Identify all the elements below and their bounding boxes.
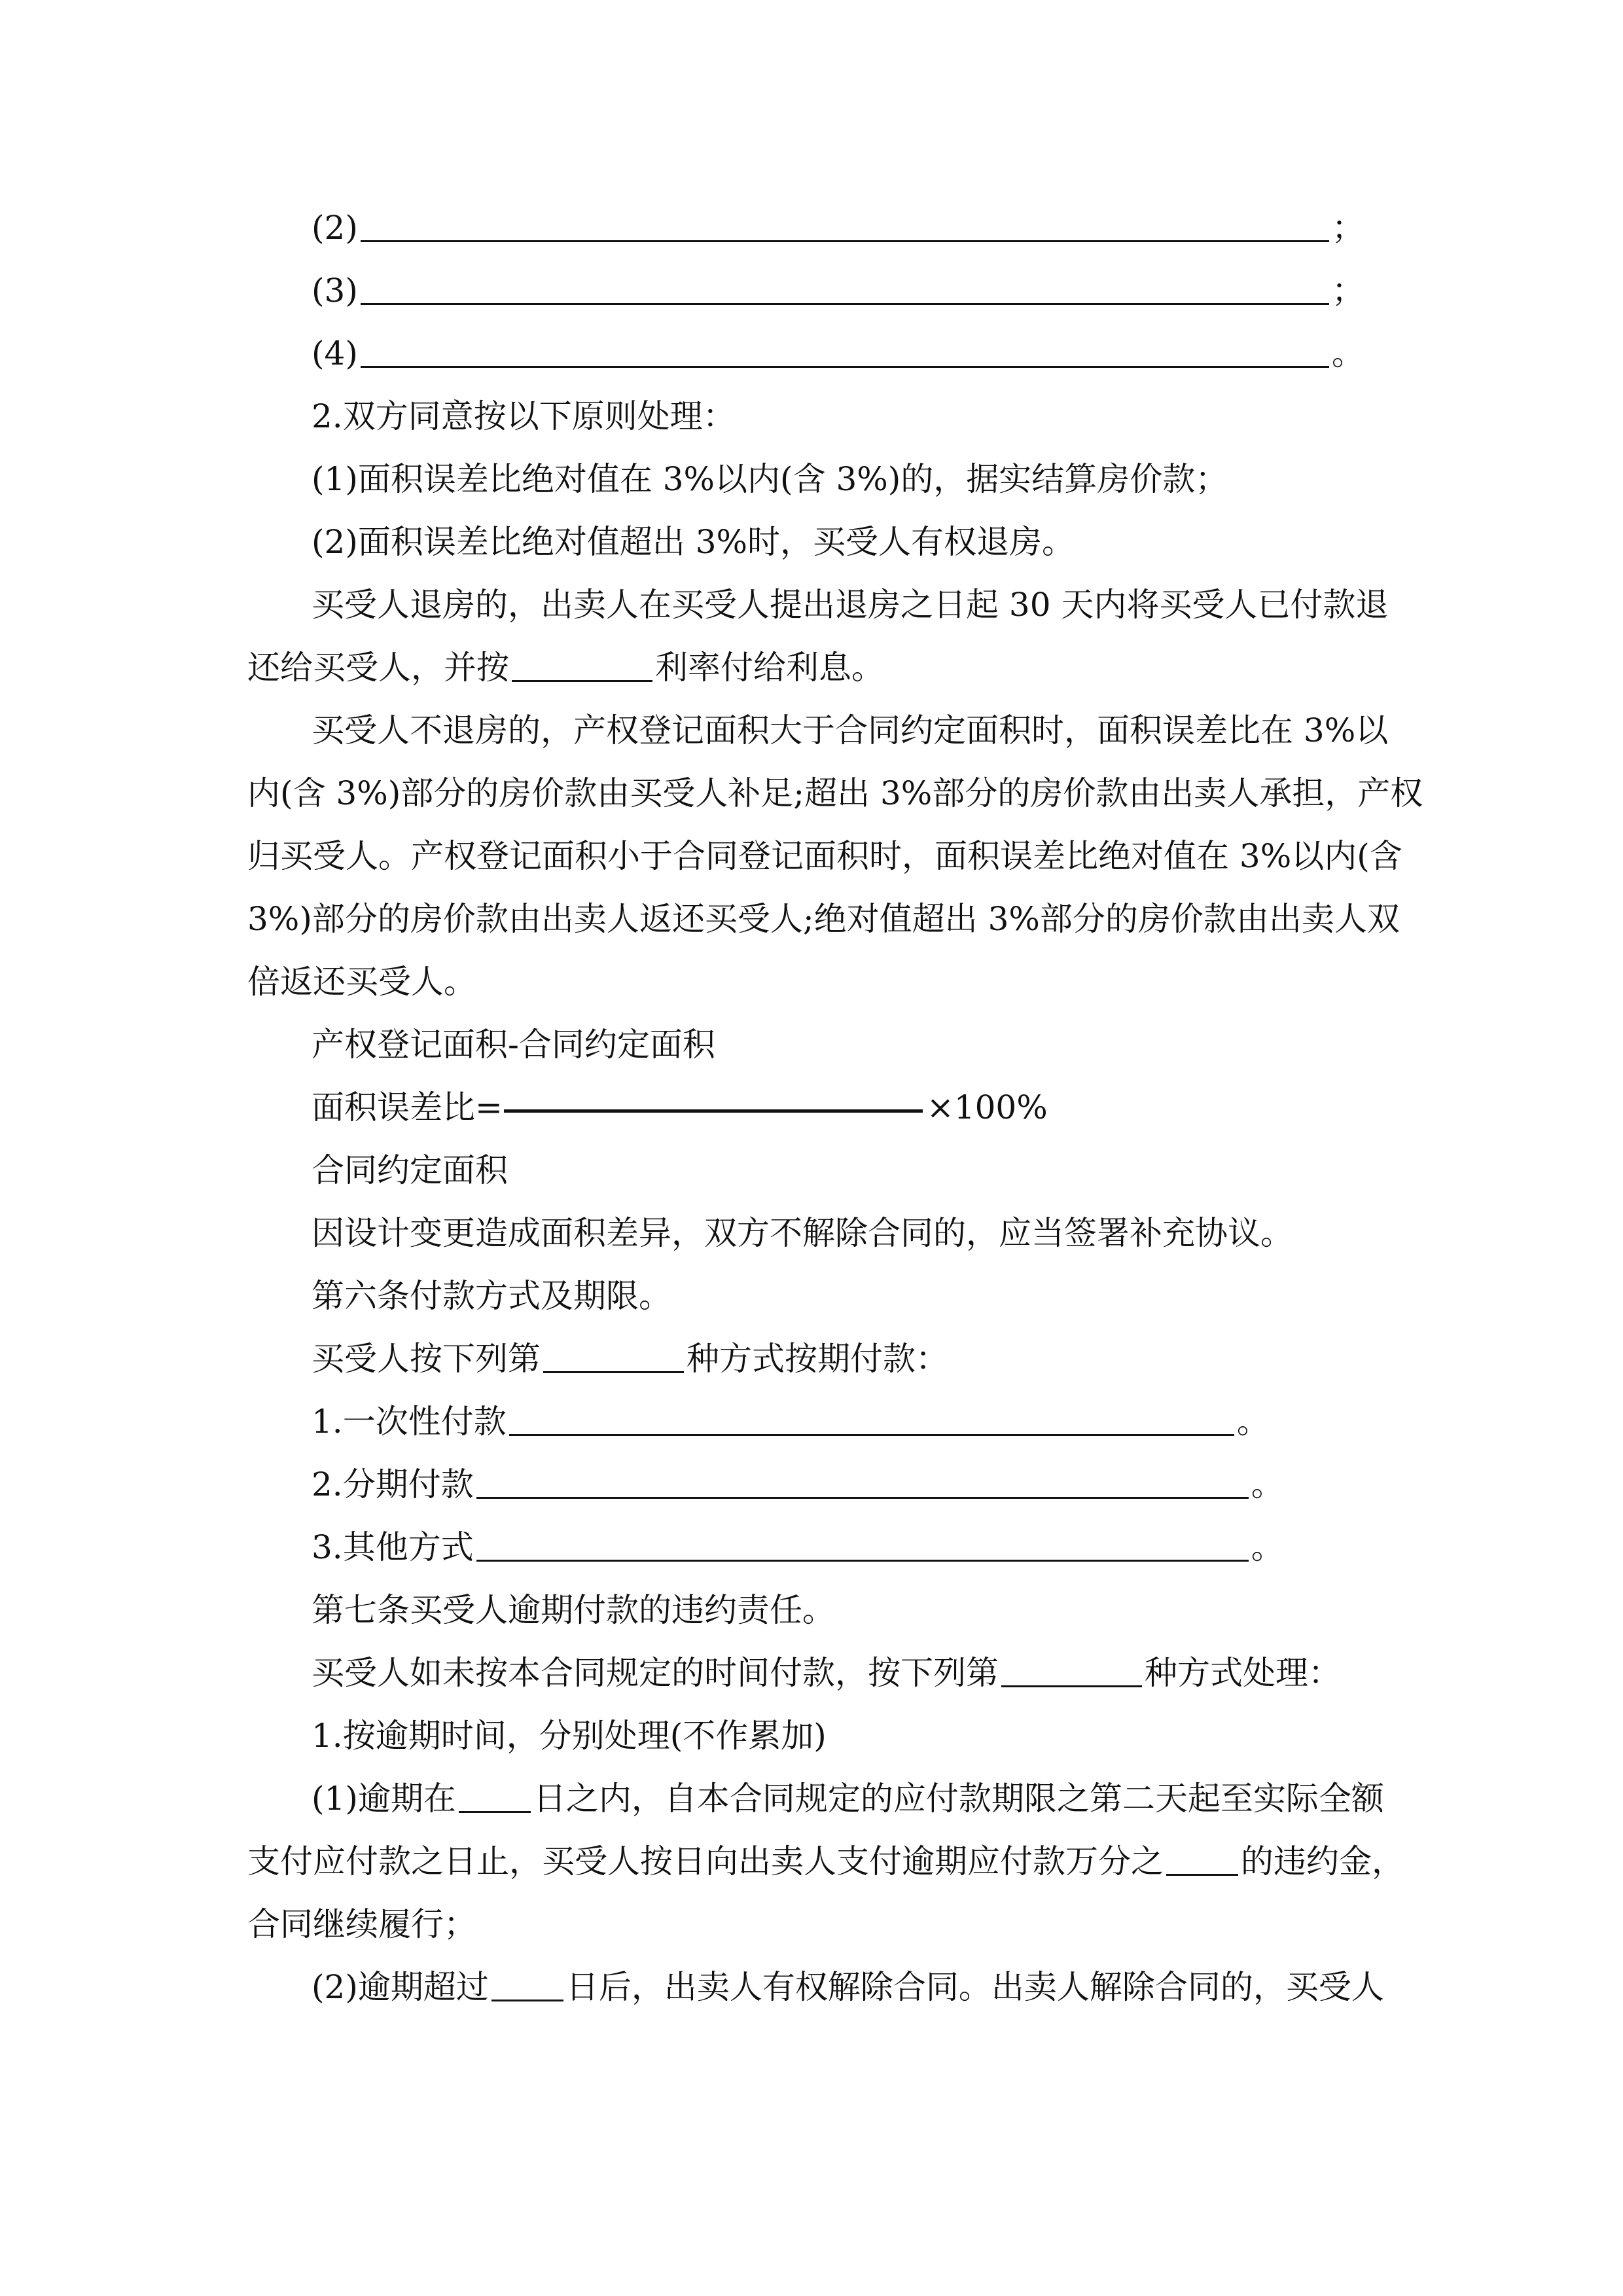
item-label: (2) — [312, 209, 358, 247]
days-blank[interactable] — [459, 1782, 531, 1813]
item-end: 。 — [1331, 334, 1364, 372]
pay-option-lump-sum: 1.一次性付款 。 — [312, 1403, 1270, 1441]
norefund-line-4: 3%)部分的房价款由出卖人返还买受人;绝对值超出 3%部分的房价款由出卖人双 — [247, 900, 1400, 938]
design-change-paragraph: 因设计变更造成面积差异，双方不解除合同的，应当签署补充协议。 — [312, 1214, 1293, 1252]
fill-blank[interactable] — [361, 337, 1329, 368]
fraction-bar — [504, 1090, 923, 1113]
article-6-title: 第六条付款方式及期限。 — [312, 1277, 671, 1315]
norefund-line-1: 买受人不退房的，产权登记面积大于合同约定面积时，面积误差比在 3%以 — [312, 711, 1389, 749]
principle-heading: 2.双方同意按以下原则处理： — [312, 397, 736, 435]
payment-method-blank[interactable] — [543, 1342, 684, 1373]
fill-blank[interactable] — [476, 1531, 1249, 1562]
fill-blank[interactable] — [361, 274, 1329, 305]
late-clause-1-line-2: 支付应付款之日止，买受人按日向出卖人支付逾期应付款万分之 的违约金， — [247, 1842, 1404, 1880]
fill-blank[interactable] — [476, 1468, 1249, 1499]
norefund-line-5: 倍返还买受人。 — [247, 963, 476, 1001]
item-label: (3) — [312, 272, 358, 310]
norefund-line-2: 内(含 3%)部分的房价款由买受人补足;超出 3%部分的房价款由出卖人承担，产权 — [247, 774, 1423, 812]
item-end: ； — [1331, 209, 1364, 247]
blank-item-3 — [312, 271, 1364, 310]
formula-lhs: 面积误差比= — [312, 1088, 503, 1126]
formula-line — [312, 1088, 1048, 1127]
refund-paragraph-line-1: 买受人退房的，出卖人在买受人提出退房之日起 30 天内将买受人已付款退 — [312, 586, 1389, 624]
late-clause-1-line-1: (1)逾期在 日之内，自本合同规定的应付款期限之第二天起至实际全额 — [312, 1780, 1384, 1818]
principle-within-3: (1)面积误差比绝对值在 3%以内(含 3%)的，据实结算房价款； — [312, 460, 1228, 498]
norefund-line-3: 归买受人。产权登记面积小于合同登记面积时，面积误差比绝对值在 3%以内(含 — [247, 837, 1402, 875]
pay-option-installments: 2.分期付款 。 — [312, 1465, 1284, 1503]
item-label: (4) — [312, 334, 358, 372]
penalty-rate-blank[interactable] — [1166, 1845, 1238, 1876]
formula-denominator: 合同约定面积 — [312, 1151, 508, 1189]
article-7-item-1: 1.按逾期时间，分别处理(不作累加) — [312, 1717, 827, 1755]
article-7-title: 第七条买受人逾期付款的违约责任。 — [312, 1591, 835, 1629]
fill-blank[interactable] — [361, 211, 1329, 242]
refund-paragraph-line-2: 还给买受人，并按 利率付给利息。 — [247, 649, 884, 687]
late-clause-2-line-1: (2)逾期超过 日后，出卖人有权解除合同。出卖人解除合同的，买受人 — [312, 1968, 1384, 2006]
interest-rate-blank[interactable] — [512, 651, 652, 682]
article-7-intro: 买受人如未按本合同规定的时间付款，按下列第 种方式处理： — [312, 1654, 1341, 1692]
formula-numerator: 产权登记面积-合同约定面积 — [312, 1026, 715, 1064]
principle-over-3: (2)面积误差比绝对值超出 3%时，买受人有权退房。 — [312, 523, 1075, 561]
blank-item-4 — [312, 334, 1364, 373]
formula-rhs: ×100% — [926, 1088, 1048, 1126]
late-clause-1-line-3: 合同继续履行； — [247, 1905, 476, 1943]
handling-method-blank[interactable] — [1001, 1657, 1142, 1687]
article-6-intro: 买受人按下列第 种方式按期付款： — [312, 1340, 948, 1378]
blank-item-2 — [312, 208, 1364, 247]
pay-option-other: 3.其他方式 。 — [312, 1528, 1284, 1566]
days-blank[interactable] — [491, 1971, 563, 2001]
item-end: ； — [1331, 272, 1364, 310]
fill-blank[interactable] — [509, 1405, 1234, 1436]
